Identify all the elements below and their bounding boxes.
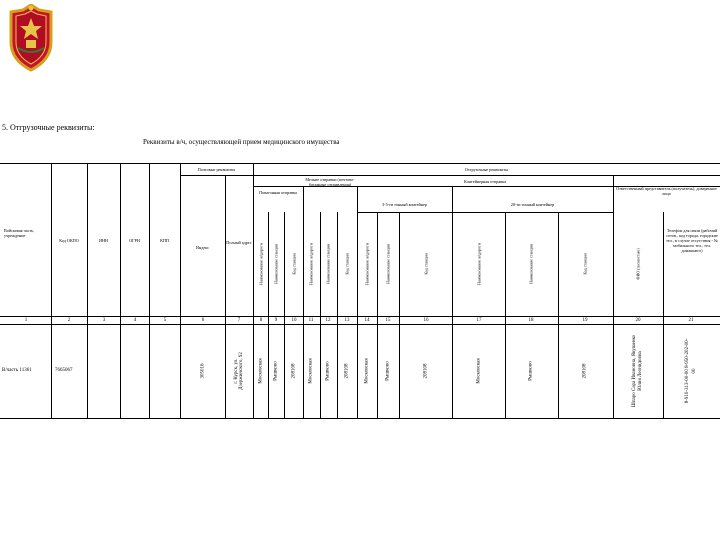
col-number: 15 bbox=[385, 318, 391, 323]
group-mail: Почтовые реквизиты bbox=[197, 167, 236, 172]
column-divider bbox=[357, 186, 358, 418]
cell-unit: В/часть 11361 bbox=[2, 368, 32, 373]
column-divider bbox=[452, 186, 453, 418]
col-fio: ФИО (полностью) bbox=[635, 248, 641, 280]
column-divider bbox=[268, 212, 269, 418]
group-divider bbox=[357, 212, 613, 213]
col-number: 17 bbox=[476, 318, 482, 323]
col-c20-station: Наименование станции bbox=[528, 244, 534, 284]
table-border-bottom bbox=[0, 418, 720, 419]
group-shipping: Отгрузочные реквизиты bbox=[464, 167, 509, 172]
table-subtitle: Реквизиты в/ч, осуществляющей прием медицинского имущества bbox=[143, 138, 340, 146]
column-divider bbox=[399, 212, 400, 418]
col-unit: Войсковая часть, учреждение bbox=[4, 228, 35, 238]
col-number: 16 bbox=[423, 318, 429, 323]
cell-address: г. Курск, ул. Дзержинского, 92 bbox=[234, 352, 244, 390]
col-c20-railway: Наименование ж/дороги bbox=[476, 243, 482, 285]
col-phone: Телефон для связи (рабочий сотов., код города, городские тел., в случае отсутствия - № мобильного тел., тел. домашнего) bbox=[666, 228, 718, 253]
column-divider bbox=[87, 163, 88, 418]
col-c35-code: Код станции bbox=[423, 253, 429, 275]
col-index: Индекс bbox=[195, 245, 210, 250]
numbers-bottom bbox=[0, 324, 720, 325]
column-divider bbox=[284, 212, 285, 418]
group-c35: 3-5-ти тонный контейнер bbox=[382, 202, 427, 207]
column-divider bbox=[180, 163, 181, 418]
col-number: 8 bbox=[259, 318, 263, 323]
cell-c35-station: Рышково bbox=[385, 361, 391, 381]
cell-wagon-railway: Московская bbox=[258, 358, 264, 384]
col-number: 7 bbox=[237, 318, 241, 323]
col-small-railway: Наименование ж/дороги bbox=[308, 243, 314, 285]
col-number: 1 bbox=[24, 318, 28, 323]
cell-c35-code: 208108 bbox=[423, 363, 429, 379]
cell-okpo: 7665067 bbox=[55, 368, 73, 373]
group-responsible: Ответственный представитель (получатель), доверенное лицо bbox=[616, 186, 717, 196]
column-divider bbox=[558, 212, 559, 418]
col-small-station: Наименование станции bbox=[325, 244, 331, 284]
column-divider bbox=[253, 163, 254, 418]
group-small: Мелкие отправки (почтово-багажные отправления) bbox=[305, 177, 355, 187]
col-okpo: Код ОКПО bbox=[59, 238, 79, 243]
cell-c20-code: 208108 bbox=[582, 363, 588, 379]
col-c35-railway: Наименование ж/дороги bbox=[364, 243, 370, 285]
col-number: 9 bbox=[274, 318, 278, 323]
header-bottom bbox=[0, 316, 720, 317]
col-number: 20 bbox=[635, 318, 641, 323]
col-number: 10 bbox=[291, 318, 297, 323]
cell-small-station: Рышково bbox=[325, 361, 331, 381]
col-small-code: Код станции bbox=[344, 253, 350, 275]
column-divider bbox=[149, 163, 150, 418]
col-inn: ИНН bbox=[98, 238, 109, 243]
col-number: 3 bbox=[102, 318, 106, 323]
cell-small-railway: Московская bbox=[308, 358, 314, 384]
cell-c35-railway: Московская bbox=[364, 358, 370, 384]
col-number: 21 bbox=[688, 318, 694, 323]
column-divider bbox=[320, 212, 321, 418]
col-number: 13 bbox=[344, 318, 350, 323]
col-number: 6 bbox=[201, 318, 205, 323]
col-wagon-station: Наименование станции bbox=[273, 244, 279, 284]
group-divider bbox=[180, 175, 720, 176]
cell-small-code: 208108 bbox=[344, 363, 350, 379]
column-divider bbox=[225, 175, 226, 418]
table-border-top bbox=[0, 163, 720, 164]
group-wagon: Повагонная отправка bbox=[259, 190, 297, 195]
group-container: Контейнерная отправка bbox=[464, 179, 506, 184]
cell-c20-station: Рышково bbox=[528, 361, 534, 381]
cell-phone: 8-910-313-00-00 8-950-202-00-00 bbox=[685, 338, 697, 404]
column-divider bbox=[337, 212, 338, 418]
col-c35-station: Наименование станции bbox=[385, 244, 391, 284]
cell-wagon-code: 208108 bbox=[291, 363, 297, 379]
col-wagon-code: Код станции bbox=[291, 253, 297, 275]
column-divider bbox=[303, 186, 304, 418]
col-number: 19 bbox=[582, 318, 588, 323]
column-divider bbox=[120, 163, 121, 418]
cell-c20-railway: Московская bbox=[476, 358, 482, 384]
cell-fio: Шпаро Сара Ивановна, Якушенко Юлия Леонидовна bbox=[632, 334, 643, 408]
column-divider bbox=[51, 163, 52, 418]
section-title: 5. Отгрузочные реквизиты: bbox=[2, 123, 95, 132]
col-number: 18 bbox=[528, 318, 534, 323]
col-ogrn: ОГРН bbox=[129, 238, 140, 243]
col-number: 11 bbox=[308, 318, 314, 323]
cell-wagon-station: Рышково bbox=[273, 361, 279, 381]
column-divider bbox=[613, 175, 614, 418]
col-kpp: КПП bbox=[160, 238, 169, 243]
col-number: 2 bbox=[67, 318, 71, 323]
col-address: Полный адрес bbox=[226, 240, 252, 245]
group-c20: 20-ти тонный контейнер bbox=[510, 202, 555, 207]
col-number: 5 bbox=[163, 318, 167, 323]
column-divider bbox=[505, 212, 506, 418]
col-wagon-railway: Наименование ж/дороги bbox=[258, 243, 264, 285]
cell-index: 305016 bbox=[200, 363, 206, 379]
col-c20-code: Код станции bbox=[582, 253, 588, 275]
col-number: 14 bbox=[364, 318, 370, 323]
col-number: 12 bbox=[325, 318, 331, 323]
column-divider bbox=[377, 212, 378, 418]
col-number: 4 bbox=[133, 318, 137, 323]
